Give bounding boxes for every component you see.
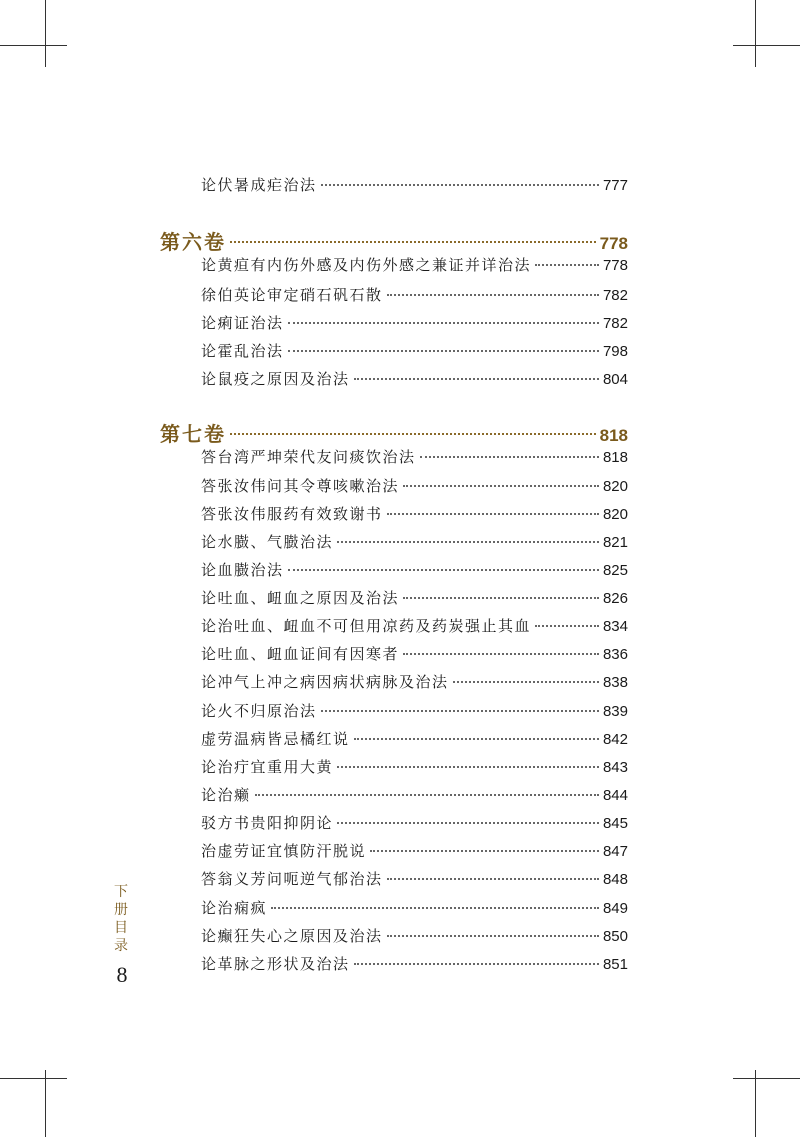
dot-leader	[354, 738, 599, 740]
dot-leader	[535, 625, 599, 627]
toc-entry-page: 842	[602, 731, 628, 748]
toc-entry[interactable]	[201, 615, 628, 637]
dot-leader	[387, 935, 599, 937]
toc-entry-page: 804	[602, 371, 628, 388]
toc-entry[interactable]	[201, 587, 628, 609]
dot-leader	[288, 322, 599, 324]
toc-entry-page: 843	[602, 759, 628, 776]
toc-entry[interactable]	[201, 643, 628, 665]
toc-entry[interactable]	[201, 559, 628, 581]
toc-entry[interactable]	[201, 446, 628, 468]
toc-entry-page: 826	[602, 590, 628, 607]
toc-entry-page: 839	[602, 703, 628, 720]
chapter-heading-7[interactable]	[160, 418, 628, 446]
toc-entry-title: 论血臌治法	[201, 561, 284, 579]
toc-entry-page: 848	[602, 871, 628, 888]
toc-entry[interactable]	[201, 312, 628, 334]
dot-leader	[403, 653, 599, 655]
dot-leader	[535, 264, 599, 266]
toc-entry[interactable]	[201, 254, 628, 276]
toc-entry-page: 851	[602, 956, 628, 973]
toc-entry-page: 834	[602, 618, 628, 635]
toc-entry[interactable]	[201, 700, 628, 722]
toc-entry-page: 849	[602, 900, 628, 917]
dot-leader	[255, 794, 599, 796]
dot-leader	[271, 907, 599, 909]
toc-entry-title: 论治痫疯	[201, 899, 268, 917]
dot-leader	[453, 681, 599, 683]
toc-entry-title: 论黄疸有内伤外感及内伤外感之兼证并详治法	[201, 256, 532, 274]
chapter-title: 第七卷	[160, 422, 226, 446]
toc-entry[interactable]	[201, 368, 628, 390]
toc-entry-page: 844	[602, 787, 628, 804]
toc-entry-title: 徐伯英论审定硝石矾石散	[201, 286, 383, 304]
toc-entry-page: 820	[602, 478, 628, 495]
toc-entry[interactable]	[201, 756, 628, 778]
dot-leader	[230, 433, 596, 435]
dot-leader	[387, 513, 599, 515]
toc-entry-title: 答张汝伟服药有效致谢书	[201, 505, 383, 523]
dot-leader	[337, 822, 599, 824]
toc-entry[interactable]	[201, 840, 628, 862]
dot-leader	[420, 456, 599, 458]
toc-entry[interactable]	[201, 925, 628, 947]
dot-leader	[288, 569, 599, 571]
toc-entry-page: 836	[602, 646, 628, 663]
chapter-page: 818	[599, 426, 628, 445]
side-label-char: 册	[114, 902, 128, 918]
toc-entry-title: 论革脉之形状及治法	[201, 955, 350, 973]
dot-leader	[403, 485, 599, 487]
toc-entry-title: 答翁义芳问呃逆气郁治法	[201, 870, 383, 888]
toc-entry-title: 治虚劳证宜慎防汗脱说	[201, 842, 367, 860]
toc-entry-title: 论治疔宜重用大黄	[201, 758, 334, 776]
toc-entry[interactable]	[201, 897, 628, 919]
toc-entry-title: 论水臌、气臌治法	[201, 533, 334, 551]
dot-leader	[288, 350, 599, 352]
dot-leader	[321, 184, 599, 186]
dot-leader	[337, 766, 599, 768]
toc-entry-title: 论火不归原治法	[201, 702, 317, 720]
dot-leader	[403, 597, 599, 599]
toc-entry-title: 论霍乱治法	[201, 342, 284, 360]
toc-entry[interactable]	[201, 784, 628, 806]
toc-entry-title: 论治吐血、衄血不可但用凉药及药炭强止其血	[201, 617, 532, 635]
toc-entry-title: 虚劳温病皆忌橘红说	[201, 730, 350, 748]
toc-entry-title: 论吐血、衄血证间有因寒者	[201, 645, 400, 663]
toc-entry[interactable]	[201, 812, 628, 834]
dot-leader	[387, 878, 599, 880]
toc-entry-title: 论吐血、衄血之原因及治法	[201, 589, 400, 607]
toc-entry[interactable]	[201, 868, 628, 890]
toc-entry-title: 驳方书贵阳抑阴论	[201, 814, 334, 832]
toc-entry[interactable]	[201, 728, 628, 750]
dot-leader	[337, 541, 599, 543]
chapter-page: 778	[599, 234, 628, 253]
toc-entry[interactable]	[201, 953, 628, 975]
chapter-heading-6[interactable]	[160, 226, 628, 254]
section-side-label	[112, 883, 130, 955]
toc-entry-page: 777	[602, 177, 628, 194]
dot-leader	[230, 241, 596, 243]
dot-leader	[354, 378, 599, 380]
toc-entry[interactable]	[201, 531, 628, 553]
toc-entry-page: 850	[602, 928, 628, 945]
toc-entry-page: 845	[602, 815, 628, 832]
page-number: 8	[116, 962, 128, 987]
toc-entry-title: 论癫狂失心之原因及治法	[201, 927, 383, 945]
dot-leader	[321, 710, 599, 712]
toc-entry[interactable]	[201, 284, 628, 306]
toc-entry-title: 论治癞	[201, 786, 251, 804]
toc-entry-page: 782	[602, 315, 628, 332]
toc-entry[interactable]	[201, 671, 628, 693]
toc-entry-page: 825	[602, 562, 628, 579]
dot-leader	[354, 963, 599, 965]
dot-leader	[387, 294, 599, 296]
toc-entry-title: 答台湾严坤荣代友问痰饮治法	[201, 448, 416, 466]
toc-entry-page: 818	[602, 449, 628, 466]
chapter-title: 第六卷	[160, 230, 226, 254]
toc-entry[interactable]	[201, 503, 628, 525]
toc-entry-page: 782	[602, 287, 628, 304]
side-label-char: 目	[114, 920, 128, 936]
toc-entry-title: 论伏暑成疟治法	[201, 176, 317, 194]
dot-leader	[370, 850, 599, 852]
toc-entry-page: 821	[602, 534, 628, 551]
toc-entry-title: 答张汝伟问其令尊咳嗽治法	[201, 477, 400, 495]
toc-entry-page: 847	[602, 843, 628, 860]
toc-entry-page: 798	[602, 343, 628, 360]
toc-entry-title: 论痢证治法	[201, 314, 284, 332]
toc-entry[interactable]	[201, 475, 628, 497]
toc-entry-page: 778	[602, 257, 628, 274]
toc-entry-page: 820	[602, 506, 628, 523]
toc-entry-title: 论冲气上冲之病因病状病脉及治法	[201, 673, 449, 691]
toc-entry-title: 论鼠疫之原因及治法	[201, 370, 350, 388]
toc-entry-page: 838	[602, 674, 628, 691]
side-label-char: 下	[114, 884, 128, 900]
toc-entry[interactable]	[201, 340, 628, 362]
toc-entry[interactable]	[201, 174, 628, 196]
side-label-char: 录	[114, 938, 128, 954]
